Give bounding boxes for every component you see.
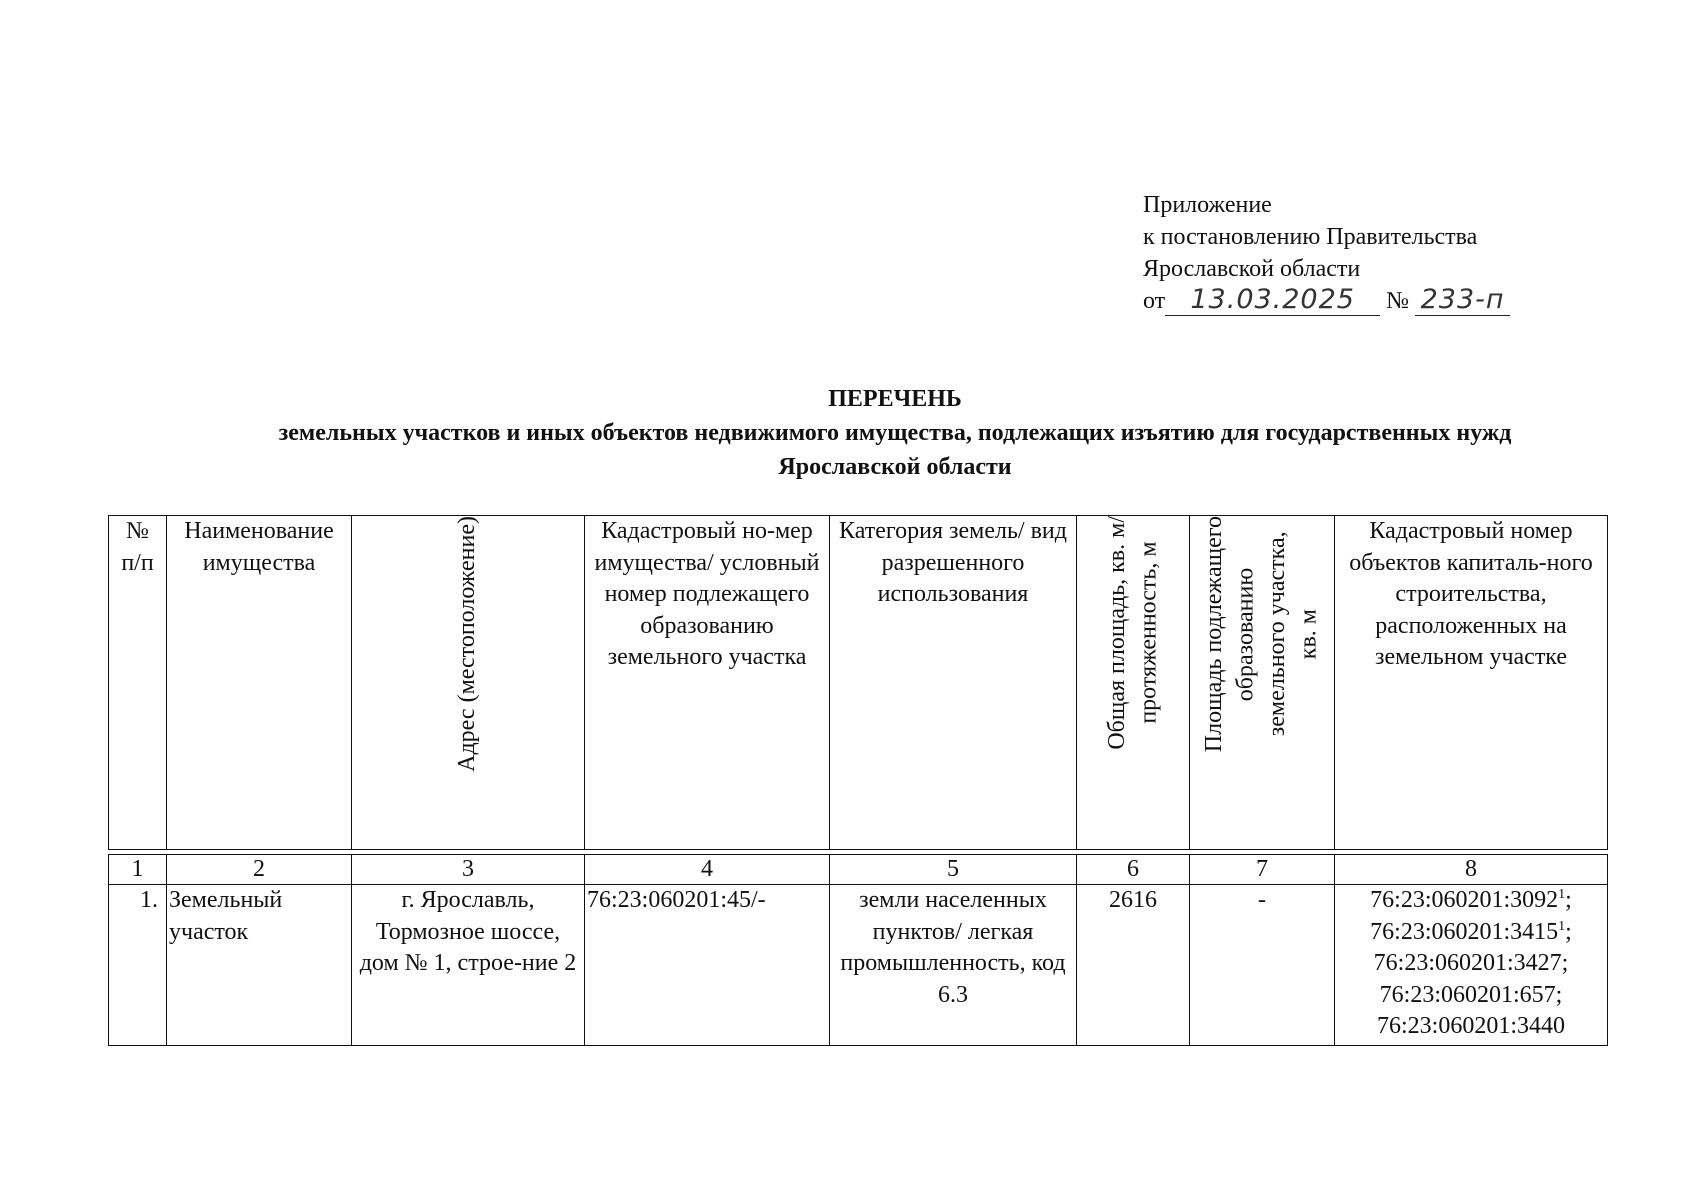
header-cadastral: Кадастровый но-мер имущества/ условный номер подлежащего образованию земельного участка: [585, 516, 830, 850]
row-number: 1.: [109, 885, 167, 1046]
column-number: 6: [1077, 855, 1190, 885]
header-new-area: Площадь подлежащего образованию земельного участка, кв. м: [1190, 516, 1335, 850]
heading-subtitle-line2: Ярославской области: [778, 454, 1012, 480]
column-number: 5: [830, 855, 1077, 885]
column-number-row: [109, 855, 1608, 885]
header-objects: Кадастровый номер объектов капиталь-ного строительства, расположенных на земельном участке: [1335, 516, 1608, 850]
handwritten-number: 233-п: [1415, 285, 1510, 316]
object-cadastral-number: 76:23:060201:3415$^1$;: [1370, 918, 1572, 945]
column-number: 3: [352, 855, 585, 885]
row-category: земли населенных пунктов/ легкая промышленность, код 6.3: [830, 885, 1077, 1046]
row-name: Земельный участок: [167, 885, 352, 1046]
column-number: 1: [109, 855, 167, 885]
appendix-region: Ярославской области: [1143, 256, 1361, 282]
header-area: Общая площадь, кв. м/ протяженность, м: [1077, 516, 1190, 850]
appendix-block: [1143, 189, 1510, 317]
row-area: 2616: [1077, 885, 1190, 1046]
date-prefix: от: [1143, 288, 1166, 314]
appendix-title: Приложение: [1143, 192, 1272, 218]
row-address: г. Ярославль, Тормозное шоссе, дом № 1, строе-ние 2: [352, 885, 585, 1046]
property-list-table: [108, 515, 1608, 1046]
row-objects: [1335, 885, 1608, 1046]
object-cadastral-number: 76:23:060201:3440: [1376, 1013, 1565, 1039]
header-name: Наименование имущества: [167, 516, 352, 850]
document-heading: [100, 382, 1690, 484]
row-new-area: -: [1190, 885, 1335, 1046]
row-cadastral: 76:23:060201:45/-: [585, 885, 830, 1046]
header-row: [109, 516, 1608, 850]
header-address: Адрес (местоположение): [352, 516, 585, 850]
appendix-date-number: [1143, 285, 1510, 317]
handwritten-date: 13.03.2025: [1165, 285, 1380, 316]
column-number: 7: [1190, 855, 1335, 885]
column-number: 2: [167, 855, 352, 885]
column-number: 8: [1335, 855, 1608, 885]
object-cadastral-number: 76:23:060201:3092$^1$;: [1370, 887, 1572, 913]
object-cadastral-number: 76:23:060201:3427;: [1373, 950, 1569, 976]
heading-subtitle-line1: земельных участков и иных объектов недвижимого имущества, подлежащих изъятию для государственных нужд: [278, 420, 1512, 446]
header-number: № п/п: [109, 516, 167, 850]
header-category: Категория земель/ вид разрешенного использования: [830, 516, 1077, 850]
appendix-reference: к постановлению Правительства: [1143, 224, 1478, 250]
object-cadastral-number: 76:23:060201:657;: [1379, 981, 1563, 1008]
number-prefix: №: [1386, 288, 1410, 314]
heading-title: ПЕРЕЧЕНЬ: [828, 386, 962, 412]
column-number: 4: [585, 855, 830, 885]
table-row: [109, 885, 1608, 1046]
